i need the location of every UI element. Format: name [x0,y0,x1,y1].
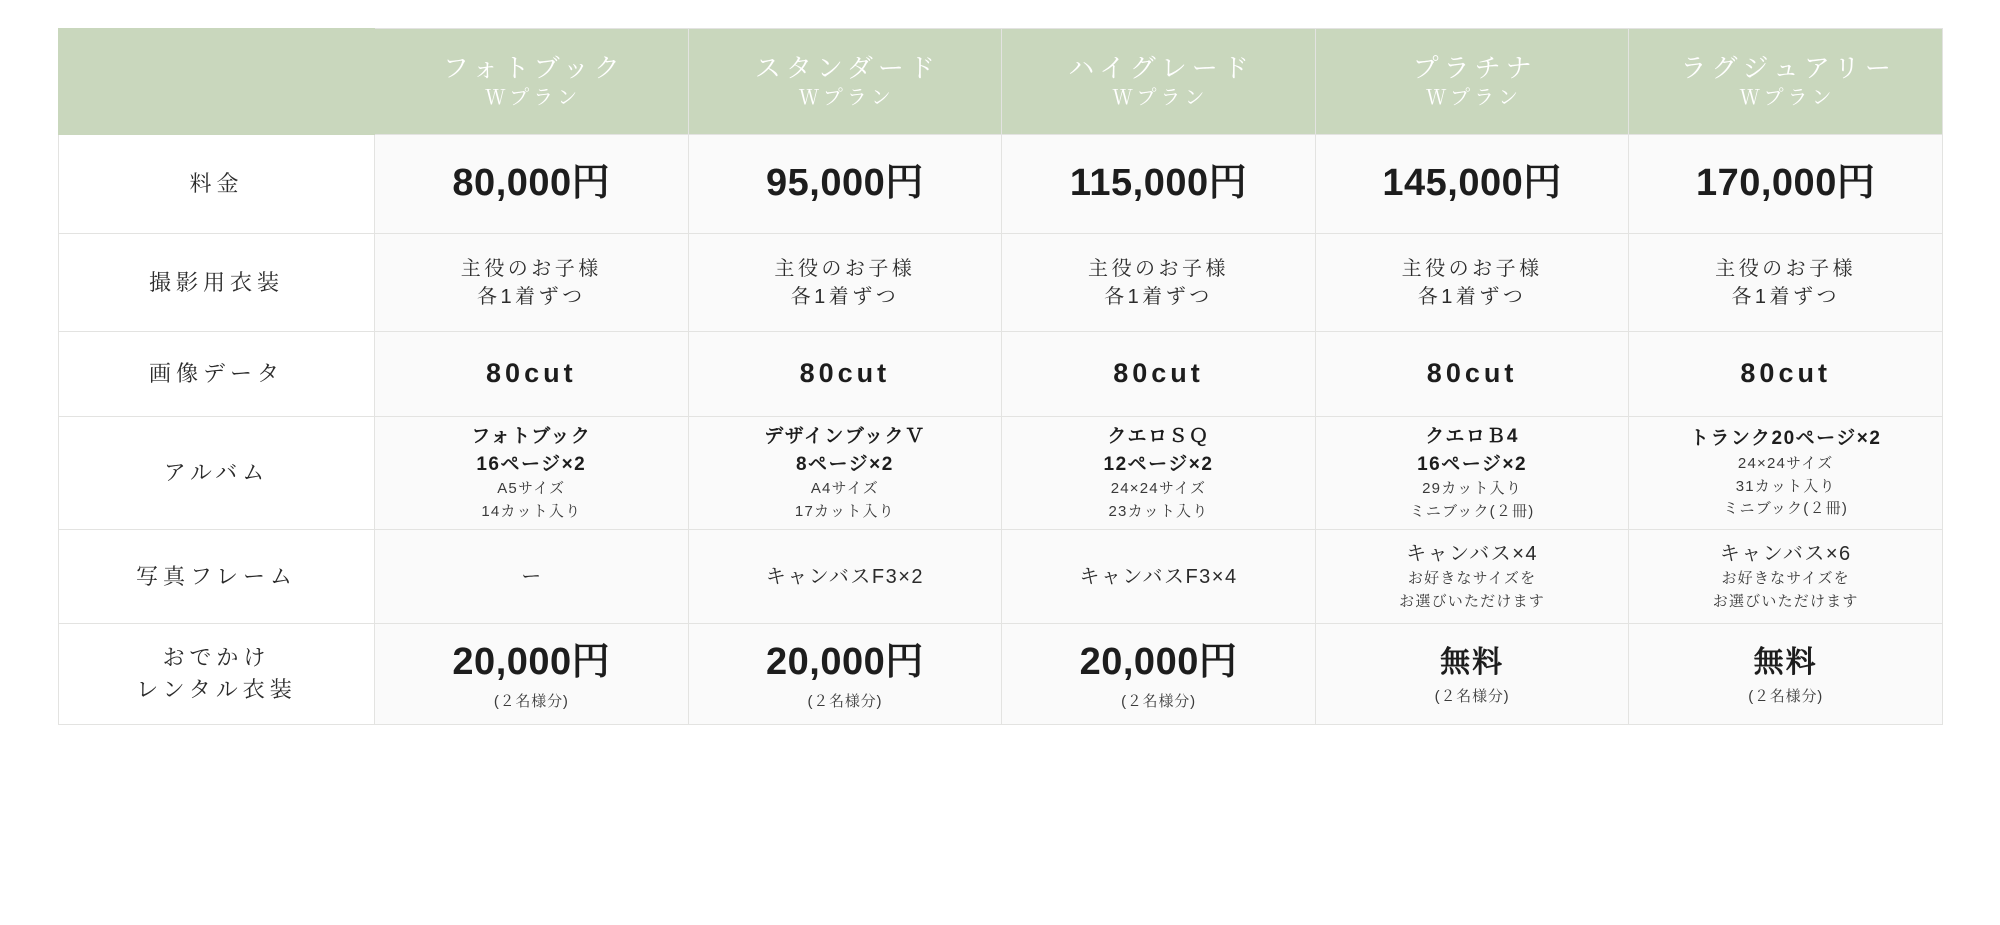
rental-amount: 20,000 [766,640,886,683]
price-unit: 円 [571,162,611,205]
rental-note: (２名様分) [1748,687,1824,705]
costume-line2: 各1着ずつ [476,285,586,308]
plan-name: フォトブック [442,52,625,83]
price-unit: 円 [1208,162,1248,205]
album-title1: トランク20ページ×2 [1689,428,1882,450]
album-sub2: 23カット入り [1108,502,1209,520]
album-sub1: A4サイズ [810,480,879,498]
plan-subtitle: Ｗプラン [1426,87,1523,110]
frame-sub1: お好きなサイズを [1407,570,1537,587]
row-label-rental-line2: レンタル衣装 [136,677,297,702]
header-corner-cell [59,29,375,135]
price-unit: 円 [885,162,924,205]
album-sub1: A5サイズ [497,480,566,498]
table-row-frame [59,530,1943,624]
rental-luxury [1629,624,1943,725]
album-luxury [1629,417,1943,530]
plan-subtitle: Ｗプラン [1112,87,1209,110]
plan-comparison-table [58,28,1943,725]
album-sub2: 14カット入り [481,502,582,520]
frame-luxury [1629,530,1943,624]
price-standard [688,135,1002,234]
cut-unit: cut [1464,358,1518,389]
album-title2: 16ページ×2 [476,453,587,475]
plan-header-standard [688,29,1002,135]
cut-unit: cut [1778,358,1831,389]
plan-name: ハイグレード [1068,52,1254,83]
cut-count: 80 [1426,358,1465,389]
plan-header-photobook [375,29,689,135]
frame-standard [688,530,1002,624]
costume-line2: 各1着ずつ [790,285,900,308]
price-platinum [1315,135,1629,234]
frame-main: キャンバスF3×4 [1079,565,1238,588]
plan-header-highgrade [1002,29,1316,135]
rental-highgrade [1002,624,1316,725]
price-luxury [1629,135,1943,234]
rental-note: (２名様分) [1434,687,1510,705]
imagedata-highgrade [1002,332,1316,417]
album-sub1: 29カット入り [1422,480,1523,498]
imagedata-standard [688,332,1002,417]
album-sub2: ミニブック(２冊) [1409,502,1535,520]
frame-main: ー [521,565,542,588]
album-title2: 8ページ×2 [795,453,894,475]
cut-count: 80 [1113,358,1152,389]
table-row-rental [59,624,1943,725]
rental-amount: 20,000 [1079,640,1199,683]
frame-highgrade [1002,530,1316,624]
costume-line2: 各1着ずつ [1731,285,1840,308]
plan-subtitle: Ｗプラン [485,87,582,110]
rental-note: (２名様分) [1121,693,1196,711]
costume-line1: 主役のお子様 [774,257,916,280]
rental-amount: 20,000 [452,640,572,683]
costume-line1: 主役のお子様 [1087,257,1229,280]
header-row [59,29,1943,135]
costume-line1: 主役のお子様 [1401,257,1543,280]
album-title2: 12ページ×2 [1103,453,1214,475]
rental-free: 無料 [1753,645,1818,679]
row-label-rental-line1: おでかけ [162,645,271,671]
rental-platinum [1315,624,1629,725]
costume-highgrade [1002,234,1316,332]
album-title2: 16ページ×2 [1417,453,1528,475]
cut-count: 80 [1740,358,1779,389]
rental-photobook [375,624,689,725]
rental-free: 無料 [1440,645,1505,679]
album-sub2: 31カット入り [1735,477,1836,495]
frame-main: キャンバス×4 [1406,543,1539,565]
price-amount: 115,000 [1069,162,1209,205]
album-standard [688,417,1002,530]
frame-platinum [1315,530,1629,624]
price-highgrade [1002,135,1316,234]
rental-unit: 円 [1198,640,1238,683]
table-row-album [59,417,1943,530]
table-row-price [59,135,1943,234]
costume-line2: 各1着ずつ [1417,285,1527,308]
row-label-frame: 写真フレーム [59,530,375,624]
row-label-costume: 撮影用衣装 [59,234,375,332]
rental-unit: 円 [885,640,924,683]
costume-line1: 主役のお子様 [460,257,602,280]
costume-luxury [1629,234,1943,332]
album-highgrade [1002,417,1316,530]
cut-count: 80 [799,358,838,389]
costume-standard [688,234,1002,332]
plan-subtitle: Ｗプラン [798,87,895,110]
album-title1: クエロＢ4 [1425,425,1519,447]
cut-unit: cut [524,358,577,389]
plan-name: スタンダード [754,52,940,83]
table-row-imagedata [59,332,1943,417]
rental-unit: 円 [571,640,611,683]
imagedata-luxury [1629,332,1943,417]
costume-platinum [1315,234,1629,332]
album-title1: デザインブックＶ [764,425,926,447]
plan-subtitle: Ｗプラン [1739,87,1836,110]
row-label-rental [59,624,375,725]
cut-unit: cut [1151,358,1204,389]
frame-sub2: お選びいただけます [1712,592,1859,610]
album-title1: クエロＳＱ [1107,425,1210,447]
plan-table-container [58,28,1942,725]
frame-main: キャンバスF3×2 [765,565,925,588]
frame-sub2: お選びいただけます [1399,592,1545,610]
price-unit: 円 [1836,162,1876,205]
cut-count: 80 [486,358,525,389]
rental-standard [688,624,1002,725]
price-amount: 170,000 [1695,162,1837,205]
price-amount: 145,000 [1382,162,1524,205]
row-label-price: 料金 [59,135,375,234]
table-header [59,29,1943,135]
row-label-imagedata: 画像データ [59,332,375,417]
costume-line1: 主役のお子様 [1715,257,1857,280]
frame-photobook [375,530,689,624]
price-amount: 80,000 [452,162,572,205]
rental-note: (２名様分) [807,693,883,711]
album-sub2: 17カット入り [794,502,895,520]
frame-sub1: お好きなサイズを [1721,570,1850,587]
row-label-album: アルバム [59,417,375,530]
plan-header-platinum [1315,29,1629,135]
table-row-costume [59,234,1943,332]
imagedata-photobook [375,332,689,417]
cut-unit: cut [837,358,891,389]
album-platinum [1315,417,1629,530]
album-photobook [375,417,689,530]
costume-line2: 各1着ずつ [1104,285,1213,308]
plan-name: プラチナ [1412,52,1537,83]
album-sub3: ミニブック(２冊) [1723,500,1849,518]
price-photobook [375,135,689,234]
rental-note: (２名様分) [493,693,569,711]
plan-name: ラグジュアリー [1680,52,1896,83]
album-sub1: 24×24サイズ [1110,480,1207,498]
plan-header-luxury [1629,29,1943,135]
album-title1: フォトブック [471,425,592,447]
costume-photobook [375,234,689,332]
price-unit: 円 [1523,162,1562,205]
frame-main: キャンバス×6 [1719,543,1852,565]
imagedata-platinum [1315,332,1629,417]
table-body [59,135,1943,725]
price-amount: 95,000 [766,162,886,205]
album-sub1: 24×24サイズ [1737,455,1834,473]
